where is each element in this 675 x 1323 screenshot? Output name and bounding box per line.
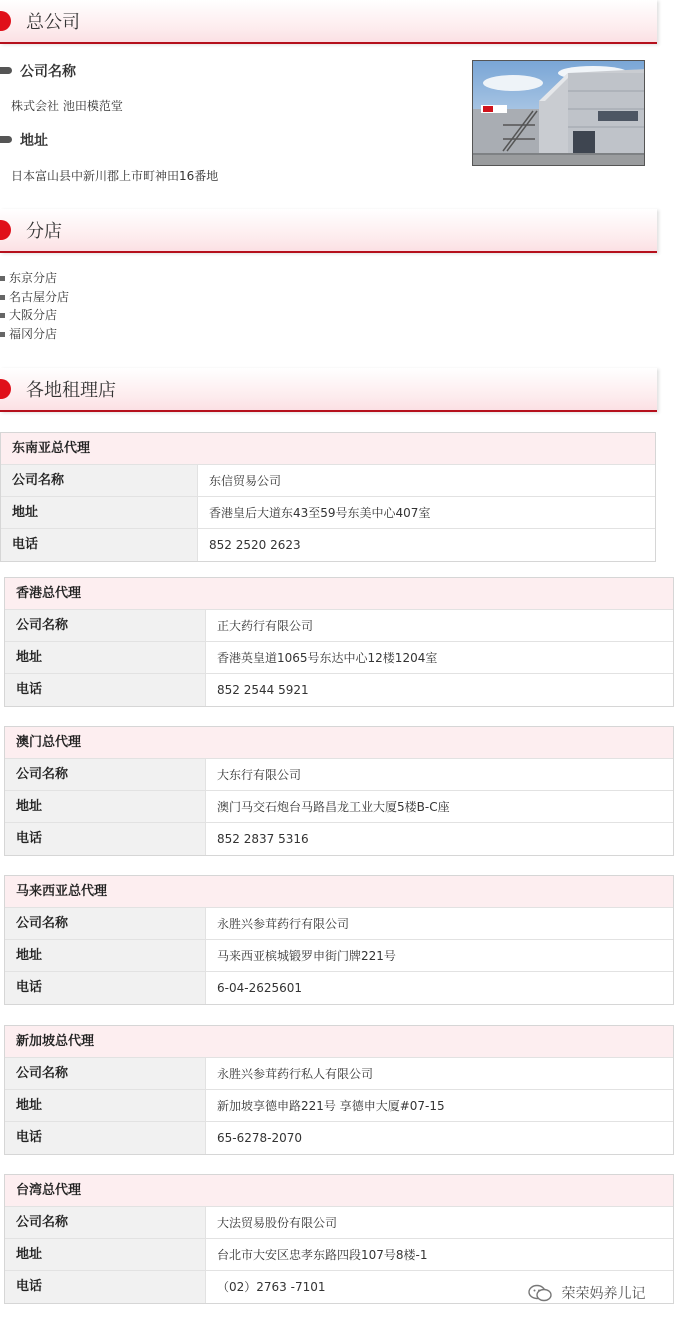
row-value: 正大药行有限公司	[217, 619, 314, 633]
agent-table	[4, 1025, 674, 1155]
address-label: 地址	[20, 133, 48, 149]
list-item: 大阪分店	[0, 306, 69, 325]
row-value: 852 2837 5316	[217, 832, 309, 846]
wechat-logo-icon	[527, 1284, 553, 1302]
row-key: 公司名称	[5, 759, 206, 790]
row-value: 东信贸易公司	[209, 474, 282, 488]
row-key: 公司名称	[5, 1207, 206, 1238]
list-item: 福冈分店	[0, 325, 69, 344]
square-bullet-icon	[0, 295, 5, 300]
row-key: 地址	[5, 642, 206, 673]
agent-table-title: 新加坡总代理	[5, 1026, 673, 1058]
red-dot-icon	[0, 220, 11, 240]
row-value: 852 2544 5921	[217, 683, 309, 697]
table-row	[5, 759, 673, 791]
row-key: 公司名称	[5, 908, 206, 939]
branch-list	[0, 269, 69, 343]
agent-table-title: 东南亚总代理	[1, 433, 655, 465]
table-row	[5, 791, 673, 823]
square-bullet-icon	[0, 332, 5, 337]
row-key: 电话	[1, 529, 198, 561]
table-row	[5, 1239, 673, 1271]
building-photo-illustration	[473, 61, 645, 166]
table-row	[1, 497, 655, 529]
agent-table	[0, 432, 656, 562]
table-row	[5, 940, 673, 972]
table-row	[1, 529, 655, 561]
square-bullet-icon	[0, 313, 5, 318]
row-key: 地址	[5, 940, 206, 971]
table-row	[5, 674, 673, 706]
row-value: 大法贸易股份有限公司	[217, 1216, 338, 1230]
row-value: 新加坡享德申路221号 享德申大厦#07-15	[217, 1099, 445, 1113]
row-key: 公司名称	[1, 465, 198, 496]
row-key: 地址	[5, 1239, 206, 1270]
table-row	[5, 972, 673, 1004]
table-row	[5, 908, 673, 940]
table-row	[5, 823, 673, 855]
company-name-label: 公司名称	[20, 64, 76, 80]
agent-table	[4, 875, 674, 1005]
square-bullet-icon	[0, 276, 5, 281]
row-key: 地址	[5, 791, 206, 822]
wechat-watermark	[527, 1283, 645, 1303]
bullet-bar-icon	[0, 67, 12, 74]
row-key: 地址	[1, 497, 198, 528]
row-value: 6-04-2625601	[217, 981, 303, 995]
section-title: 分店	[26, 221, 62, 242]
row-key: 电话	[5, 972, 206, 1004]
list-item: 名古屋分店	[0, 288, 69, 307]
row-value: 永胜兴参茸药行私人有限公司	[217, 1067, 374, 1081]
row-value: 永胜兴参茸药行有限公司	[217, 917, 350, 931]
row-value: 台北市大安区忠孝东路四段107号8楼-1	[217, 1248, 428, 1262]
red-dot-icon	[0, 379, 11, 399]
table-row	[5, 1090, 673, 1122]
row-value: 香港皇后大道东43至59号东美中心407室	[209, 506, 431, 520]
section-header-head-office	[0, 0, 657, 44]
section-header-branches	[0, 209, 657, 253]
row-key: 电话	[5, 1271, 206, 1303]
table-row	[1, 465, 655, 497]
company-name-value: 株式会社 池田模范堂	[11, 99, 123, 113]
row-value: 香港英皇道1065号东达中心12楼1204室	[217, 651, 438, 665]
headquarters-photo	[472, 60, 645, 166]
agent-table	[4, 577, 674, 707]
row-value: 大东行有限公司	[217, 768, 302, 782]
row-key: 公司名称	[5, 1058, 206, 1089]
table-row	[5, 642, 673, 674]
agent-table-title: 澳门总代理	[5, 727, 673, 759]
watermark-text: 荣荣妈养儿记	[561, 1286, 646, 1302]
row-value: 澳门马交石炮台马路昌龙工业大厦5楼B-C座	[217, 800, 450, 814]
table-row	[5, 1058, 673, 1090]
row-key: 公司名称	[5, 610, 206, 641]
section-title: 各地租理店	[26, 380, 116, 401]
list-item: 东京分店	[0, 269, 69, 288]
bullet-bar-icon	[0, 136, 12, 143]
row-value: 65-6278-2070	[217, 1131, 303, 1145]
table-row	[5, 1122, 673, 1154]
row-key: 电话	[5, 1122, 206, 1154]
row-value: 852 2520 2623	[209, 538, 301, 552]
agent-table-title: 马来西亚总代理	[5, 876, 673, 908]
table-row	[5, 1207, 673, 1239]
section-header-agents	[0, 368, 657, 412]
table-row	[5, 610, 673, 642]
row-value: （02）2763 -7101	[217, 1280, 326, 1294]
address-value: 日本富山县中新川郡上市町神田16番地	[11, 169, 219, 183]
red-dot-icon	[0, 11, 11, 31]
section-title: 总公司	[26, 12, 80, 33]
row-value: 马来西亚槟城锻罗申街门牌221号	[217, 949, 396, 963]
row-key: 电话	[5, 823, 206, 855]
agent-table-title: 香港总代理	[5, 578, 673, 610]
row-key: 地址	[5, 1090, 206, 1121]
agent-table-title: 台湾总代理	[5, 1175, 673, 1207]
row-key: 电话	[5, 674, 206, 706]
agent-table	[4, 726, 674, 856]
